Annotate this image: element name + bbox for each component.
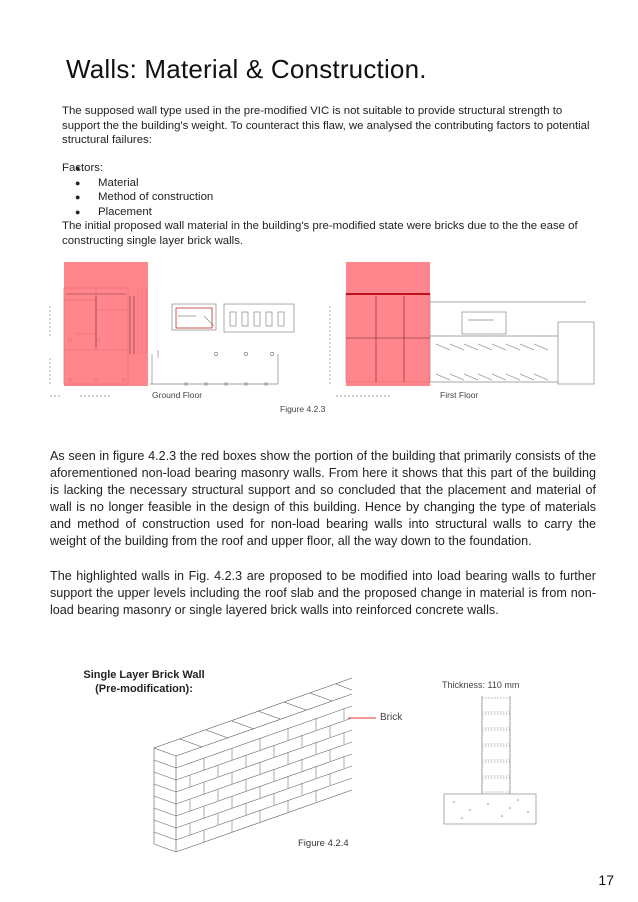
initial-material-paragraph: The initial proposed wall material in the building's pre-modified state were bricks due to the the ease of constructing single layer brick walls. [62,220,578,247]
factor-item: ● Material [62,176,213,191]
body-paragraph-1: As seen in figure 4.2.3 the red boxes show the portion of the building that primarily consists of the aforementioned non-load bearing masonry walls. From here it shows that this part of the building is lacking the necessary structural support and so concluded that the placement and material of wall is no longer feasible in the design of this building. Hence by changing the type of materials and method of construction used for non-load bearing walls into structural walls to carry the weight of the building from the roof and upper floor, all the way down to the foundation. [50,449,596,548]
page-title: Walls: Material & Construction. [66,54,427,84]
ground-floor-plan [46,258,296,398]
ground-floor-highlight [64,262,148,386]
body-paragraph-2: The highlighted walls in Fig. 4.2.3 are proposed to be modified into load bearing walls to further support the upper levels including the roof slab and the proposed change in material is from non-load bearing masonry or single layered brick walls into reinforced concrete walls. [50,569,596,617]
figure-423-caption: Figure 4.2.3 [280,404,326,414]
first-floor-plan [326,258,596,398]
brick-label: Brick [380,712,403,723]
thickness-label: Thickness: 110 mm [442,680,520,690]
page-number: 17 [598,872,614,888]
factors-label: ● Factors: [62,161,213,176]
figure-424-caption: Figure 4.2.4 [298,838,349,849]
intro-paragraph: The supposed wall type used in the pre-modified VIC is not suitable to provide structural strength to support the the building's weight. To counteract this flaw, we analysed the contributing factors to potential structural failures: [62,105,590,147]
ground-floor-label: Ground Floor [152,390,203,400]
brick-wall-title-line2: (Pre-modification): [95,683,193,695]
factor-item: ● Placement [62,205,213,220]
factors-list [62,161,213,219]
first-floor-label: First Floor [440,390,479,400]
first-floor-highlight [346,262,430,386]
brick-wall-title-line1: Single Layer Brick Wall [83,669,205,681]
factor-item: ● Method of construction [62,190,213,205]
wall-section-detail [440,696,540,828]
brick-wall-isometric [148,676,358,856]
